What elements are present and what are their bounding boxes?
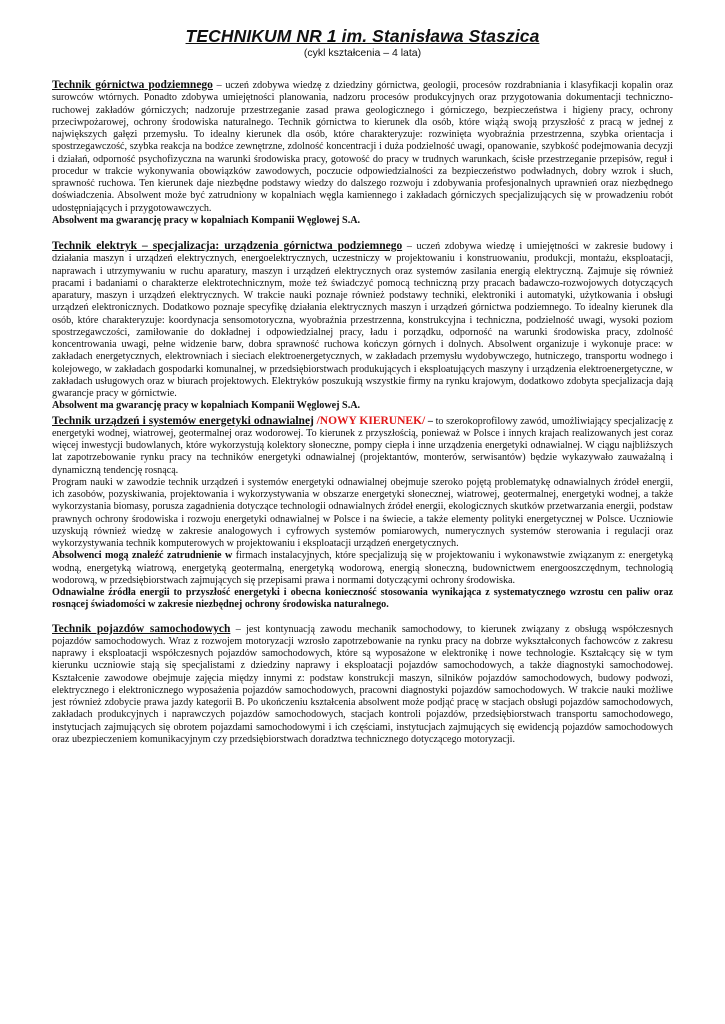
section-vehicle-technician [52,623,673,747]
section-body: – uczeń zdobywa wiedzę i umiejętności w zakresie budowy i działania maszyn i urządzeń elektrycznych, energoelektrycznych, uczestniczy w projektowaniu i konstruowaniu, produkcji, montażu, eksploatacji, naprawach i utrzymywaniu w ruchu aparatury, maszyn i urządzeń elektrycznych oraz systemów zasilania energią elektryczną. Zajmuje się również pracami i badaniami o charakterze elektrotechnicznym, może też świadczyć pomocą techniczną przy pracach badawczo-rozwojowych dotyczących aparatury, maszyn i urządzeń elektrycznych. W trakcie nauki poznaje również podstawy techniki, elektroniki i automatyki, użytkowania i obsługi urządzeń elektronicznych. Dodatkowo poznaje specyfikę działania elektrycznych maszyn i urządzeń górnictwa podziemnego. To idealny kierunek dla osób, które charakteryzuje: koordynacja sensomotoryczna, wyobraźnia przestrzenna, konstrukcyjna i techniczna, podzielność uwagi, wysoki poziom spostrzegawczości, zamiłowanie do dokładnej i odpowiedzialnej pracy, ładu i porządku, odporność na warunki środowiska pracy, zdolność koncentrowania uwagi, pełne widzenie barw, dobra sprawność ruchowa kończyn górnych i dolnych. Absolwent organizuje i wykonuje prace: w zakładach energetycznych, elektrowniach i sieciach elektroenergetycznych, w zakładach przemysłu wydobywczego, hutniczego, transportu wodnego i kolejowego, w zakładach gospodarki komunalnej, w przedsiębiorstwach produkujących i eksploatujących maszyny i urządzenia elektroenergetyczne, w zakładach usługowych oraz w biurach projektowych. Elektryków poszukują wszystkie firmy na rynku krajowym, dodatkowo zdobyta specjalizacja dają gwarancje pracy w górnictwie. [52,241,674,399]
document-page [52,26,673,746]
employment-paragraph [52,550,673,587]
guarantee-note: Absolwent ma gwarancję pracy w kopalniach Kompanii Węglowej S.A. [52,214,361,226]
heading-dash: – [425,415,433,427]
section-paragraph [52,79,673,215]
employment-body: firmach instalacyjnych, które specjalizują się w projektowaniu i wykonawstwie związanym z: energetyką wodną, energetyką wiatrową, energetyką geotermalną, energetyką wodorową, energią słoneczną, budownictwem energooszczędnym, technologią wodorową, w przedsiębiorstwach zajmujących się przepisami prawa i normami dotyczącymi ochrony środowiska. [52,550,673,586]
section-mining-technician [52,79,673,227]
new-course-badge: /NOWY KIERUNEK/ [316,414,426,427]
section-heading: Technik elektryk – specjalizacja: urządzenia górnictwa podziemnego [52,240,403,252]
guarantee-note: Absolwent ma gwarancję pracy w kopalniach Kompanii Węglowej S.A. [52,400,361,412]
section-electrician-technician [52,240,673,413]
page-subtitle: (cykl kształcenia – 4 lata) [303,47,422,59]
section-heading: Technik urządzeń i systemów energetyki odnawialnej [52,414,314,427]
section-paragraph [52,240,673,400]
employment-lead: Absolwenci mogą znaleźć zatrudnienie w [52,550,233,562]
section-heading: Technik pojazdów samochodowych [52,622,231,635]
section-body: to szerokoprofilowy zawód, umożliwiający specjalizację z energetyki wodnej, wiatrowej, geotermalnej oraz wodorowej. To kierunek z przyszłością, ponieważ w Polsce i innych krajach realizowanych jest coraz więcej inwestycji budowlanych, które wykorzystują kolektory słoneczne, pompy ciepła i inne urządzenia energetyki odnawialnej. W ciągu najbliższych lat zapotrzebowanie rynku pracy na techników energetyki odnawialnej (projektantów, monterów, serwisantów) będzie wykazywało zauważalną i dynamiczną tendencję rosnącą. [52,415,674,476]
section-body: – jest kontynuacją zawodu mechanik samochodowy, to kierunek związany z obsługą współczesnych pojazdów samochodowych. Wraz z rozwojem motoryzacji wzrosło zapotrzebowanie na rynku pracy na dobrze wykształconych fachowców z zakresu naprawy i eksploatacji współczesnych pojazdów samochodowych, które są wyposażone w elektronikę i nowe technologie. Kształcący się w tym kierunku uczniowie stają się specjalistami z dziedziny naprawy i eksploatacji pojazdów samochodowych, a także diagnostyki samochodowej. Kształcenie zawodowe obejmuje zajęcia między innymi z: podstaw konstrukcji maszyn, silników pojazdów samochodowych, budowy podwozi, elektrycznego i elektronicznego wyposażenia pojazdów samochodowych, pracowni diagnostyki pojazdów samochodowych. W trakcie nauki możliwe jest również zdobycie prawa jazdy kategorii B. Po ukończeniu kształcenia absolwent może podjąć pracę w stacjach obsługi pojazdów samochodowych, zakładach produkcyjnych i naprawczych pojazdów samochodowych, stacjach kontroli pojazdów, przedsiębiorstwach transportu samochodowego, instytucjach zajmujących się obrotem pojazdami samochodowymi i ich częściami, instytucjach zajmujących się ewidencją pojazdów samochodowych oraz ubezpieczeniem komunikacyjnym czy przedsiębiorstwach doradztwa technicznego dotyczącego motoryzacji. [52,623,674,745]
page-title: TECHNIKUM NR 1 im. Stanisława Staszica [185,26,540,46]
program-paragraph: Program nauki w zawodzie technik urządzeń i systemów energetyki odnawialnej obejmuje szeroko pojętą problematykę odnawialnych źródeł energii, ich zasobów, pozyskiwania, projektowania i wykorzystywania w obszarze energetyki słonecznej, wiatrowej, geotermalnej, energetyki wodnej, a także wykorzystania biomasy, porusza zagadnienia dotyczące technologii odnawialnych źródeł energii, ekologicznych skutków przetwarzania energii, podstaw prawnych ochrony środowiska i rozwoju energetyki odnawialnej w Polsce i na świecie, a także elementy polityki energetycznej w Polsce. Uczniowie uzyskują również wiedzę w zakresie analogowych i cyfrowych systemów pomiarowych, numerycznych systemów sterowania i regulacji oraz wykorzystywania technik komputerowych w projektowaniu i eksploatacji urządzeń energetycznych. [52,476,673,549]
section-heading: Technik górnictwa podziemnego [52,79,213,91]
section-paragraph [52,415,673,477]
closing-paragraph: Odnawialne źródła energii to przyszłość energetyki i obecna konieczność stosowania wynikająca z systematycznego wzrostu cen paliw oraz rosnącej świadomości w zakresie niezbędnej ochrony środowiska naturalnego. [52,587,673,611]
section-renewable-energy-technician [52,415,673,612]
section-body: – uczeń zdobywa wiedzę z dziedziny górnictwa, geologii, procesów rozdrabniania i klasyfikacji kopalin oraz surowców wtórnych. Ponadto zdobywa umiejętności planowania, nadzoru procesów produkcyjnych oraz przygotowania dokumentacji techniczno-ruchowej zakładów górniczych; nadzoruje przestrzeganie zasad prawa geologicznego i górniczego, bezpieczeństwa i higieny pracy, ochrony przeciwpożarowej, ochrony środowiska naturalnego. Technik górnictwa to kierunek dla osób, które wiążą swoją przyszłość z pracą w jednej z największych gałęzi przemysłu. To idealny kierunek dla osób, które charakteryzuje: rozwinięta wyobraźnia przestrzenna, szybka orientacja i spostrzegawczość, szybka reakcja na bodźce zewnętrzne, zdolność koncentracji i duża podzielność uwagi, opanowanie, szybkość podejmowania decyzji i działań, odporność psychofizyczna na warunki środowiska pracy, gotowość do pracy w trudnych warunkach, ścisłe przestrzeganie przepisów, reguł i procedur w trakcie wykonywania obowiązków zawodowych, poczucie odpowiedzialności za bezpieczeństwo podwładnych, dobry wzrok i słuch, sprawność ruchowa. Ten kierunek daje niezbędne podstawy wiedzy do dalszego rozwoju i zdobywania profesjonalnych uprawnień oraz niezbędnego doświadczenia. Absolwent może być zatrudniony w kopalniach węgla kamiennego i zakładach górniczych specjalizujących się w prowadzeniu robót udostępniających i przygotowawczych. [52,80,673,214]
section-paragraph [52,623,673,747]
